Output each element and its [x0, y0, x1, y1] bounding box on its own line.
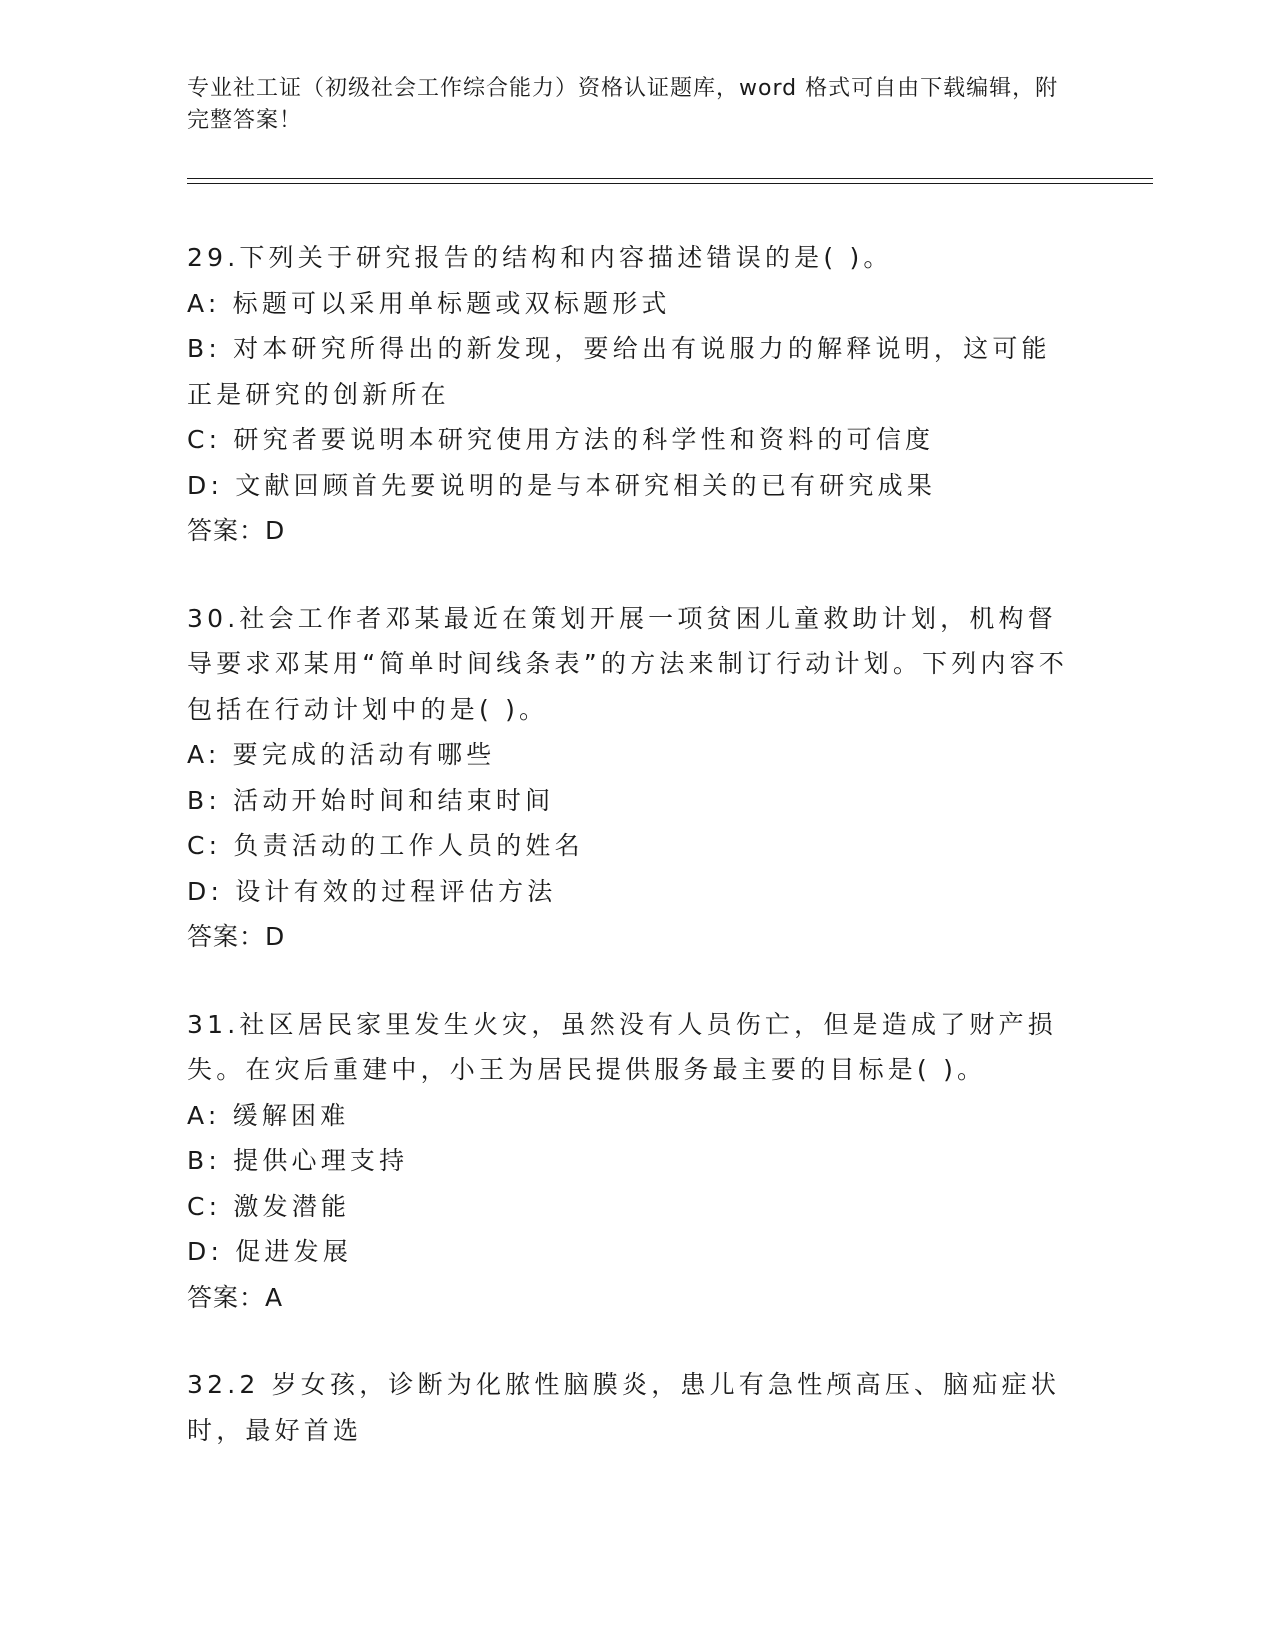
question-stem: 32.2 岁女孩，诊断为化脓性脑膜炎，患儿有急性颅高压、脑疝症状时，最好首选: [187, 1370, 1061, 1445]
option-c: C: 激发潜能: [187, 1191, 351, 1221]
question-30: [187, 596, 1077, 960]
page-header: 专业社工证（初级社会工作综合能力）资格认证题库，word 格式可自由下载编辑，附完整答案！: [187, 76, 1059, 133]
option-b: B: 对本研究所得出的新发现，要给出有说服力的解释说明，这可能正是研究的创新所在: [187, 334, 1051, 409]
option-b: B: 活动开始时间和结束时间: [187, 785, 555, 815]
header-divider-top: [187, 178, 1153, 179]
option-c: C: 研究者要说明本研究使用方法的科学性和资料的可信度: [187, 425, 935, 454]
question-32: [187, 1362, 1077, 1453]
question-29: [187, 235, 1077, 554]
answer-text: 答案：A: [187, 1282, 284, 1312]
option-c: C: 负责活动的工作人员的姓名: [187, 831, 584, 860]
option-a: A: 标题可以采用单标题或双标题形式: [187, 288, 671, 318]
option-b: B: 提供心理支持: [187, 1146, 409, 1175]
question-stem: 30.社会工作者邓某最近在策划开展一项贫困儿童救助计划，机构督导要求邓某用“简单时间线条表”的方法来制订行动计划。下列内容不包括在行动计划中的是( )。: [187, 603, 1069, 724]
option-a: A: 要完成的活动有哪些: [187, 740, 496, 769]
answer-text: 答案：D: [187, 922, 286, 951]
question-31: [187, 1002, 1077, 1321]
question-stem: 31.社区居民家里发生火灾，虽然没有人员伤亡，但是造成了财产损失。在灾后重建中，小王为居民提供服务最主要的目标是( )。: [187, 1009, 1057, 1084]
question-stem: 29.下列关于研究报告的结构和内容描述错误的是( )。: [187, 243, 893, 272]
option-d: D: 设计有效的过程评估方法: [187, 876, 557, 906]
option-d: D: 文献回顾首先要说明的是与本研究相关的已有研究成果: [187, 470, 937, 500]
header-divider-bottom: [187, 183, 1153, 184]
question-list: [187, 235, 1077, 1495]
option-a: A: 缓解困难: [187, 1100, 350, 1130]
answer-text: 答案：D: [187, 516, 286, 545]
option-d: D: 促进发展: [187, 1237, 353, 1266]
